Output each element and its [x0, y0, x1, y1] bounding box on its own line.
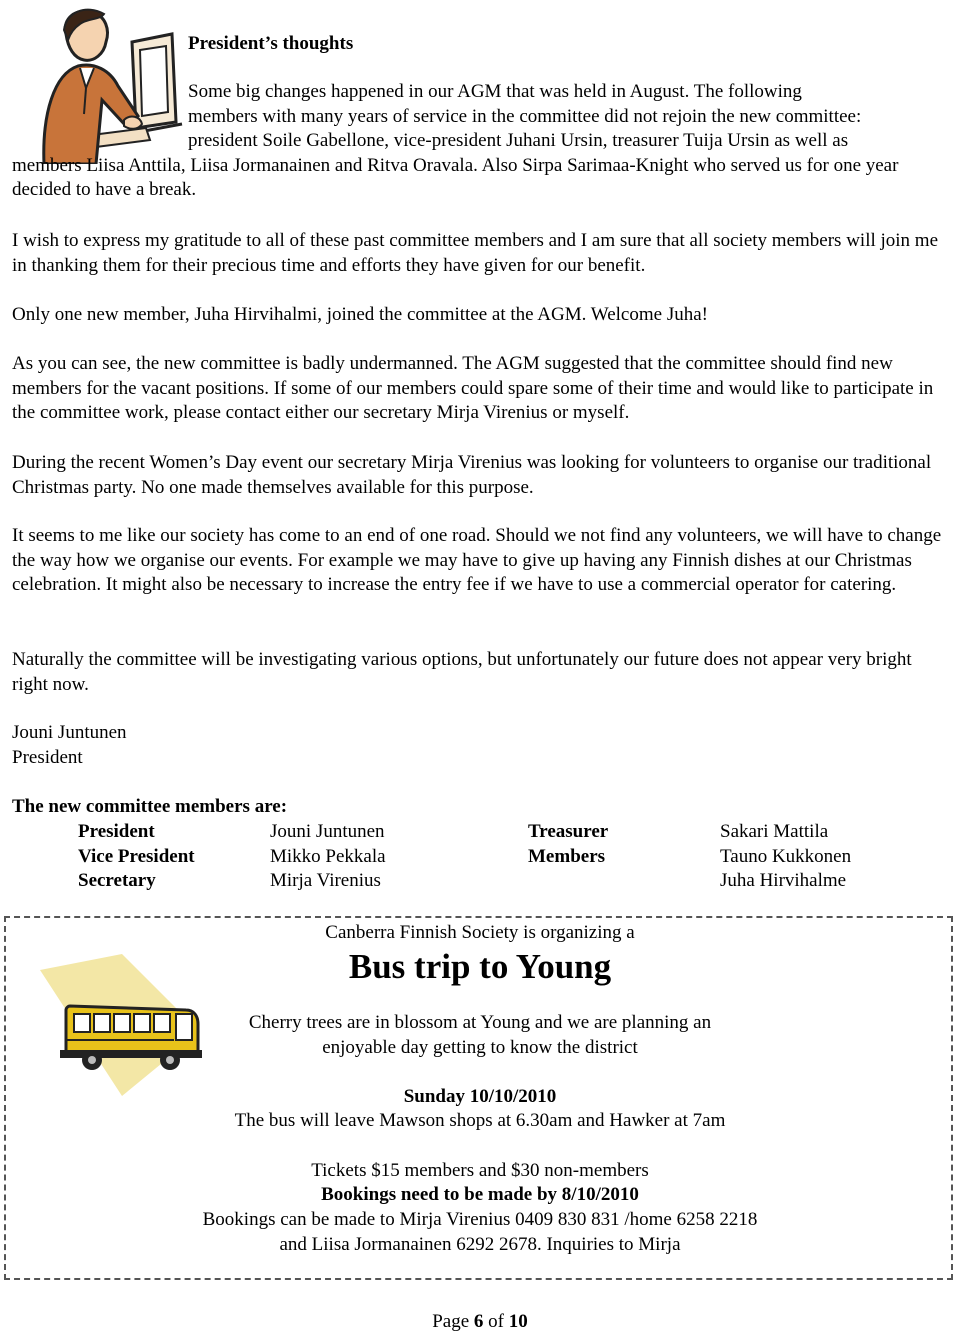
flyer-description-line-1: Cherry trees are in blossom at Young and we are planning an	[248, 1012, 712, 1033]
intro-rest: members Liisa Anttila, Liisa Jormanainen and Ritva Oravala. Also Sirpa Sarimaa-Knight who served us for one year decided to have a break.	[12, 154, 899, 201]
intro-line-2: members with many years of service in the committee did not rejoin the new committee:	[188, 105, 862, 127]
flyer-tickets: Tickets $15 members and $30 non-members	[311, 1160, 649, 1181]
committee-role: Secretary	[78, 870, 156, 892]
flyer-headline: Bus trip to Young	[348, 947, 612, 986]
intro-paragraph	[12, 80, 952, 203]
page-word: Page	[432, 1311, 470, 1332]
outlook-paragraph: Naturally the committee will be investigating various options, but unfortunately our future does not appear very bright right now.	[12, 649, 912, 695]
gratitude-paragraph: I wish to express my gratitude to all of these past committee members and I am sure that all society members will join me in thanking them for their precious time and efforts they have given for our benefit.	[12, 230, 939, 276]
flyer-intro: Canberra Finnish Society is organizing a	[325, 922, 635, 943]
committee-role: Members	[528, 845, 606, 867]
total-pages: 10	[508, 1311, 528, 1332]
committee-name: Mikko Pekkala	[270, 845, 386, 867]
committee-role: President	[78, 821, 155, 842]
flyer-deadline: Bookings need to be made by 8/10/2010	[321, 1184, 639, 1205]
committee-row	[78, 869, 938, 894]
committee-heading: The new committee members are:	[12, 796, 288, 817]
flyer-contact	[100, 1208, 860, 1257]
intro-line-1: Some big changes happened in our AGM that was held in August. The following	[188, 81, 802, 102]
flyer-contact-line-2: and Liisa Jormanainen 6292 2678. Inquiries to Mirja	[279, 1233, 681, 1255]
flyer-description	[160, 1011, 800, 1060]
flyer-contact-line-1: Bookings can be made to Mirja Virenius 0409 830 831 /home 6258 2218	[202, 1209, 758, 1230]
committee-name: Tauno Kukkonen	[720, 845, 852, 867]
undermanned-paragraph: As you can see, the new committee is badly undermanned. The AGM suggested that the committee should find new members for the vacant positions. If some of our members could spare some of their time and would like to participate in the committee work, please contact either our secretary Mirja Virenius or myself.	[12, 353, 934, 424]
current-page: 6	[473, 1311, 484, 1332]
flyer-date: Sunday 10/10/2010	[403, 1086, 557, 1107]
christmas-volunteers-paragraph: During the recent Women’s Day event our secretary Mirja Virenius was looking for volunteers to organise our traditional Christmas party. No one made themselves available for this purpose.	[12, 452, 932, 498]
committee-role: Vice President	[78, 845, 195, 867]
signature-name: Jouni Juntunen	[12, 722, 127, 743]
flyer-description-line-2: enjoyable day getting to know the district	[322, 1036, 638, 1058]
committee-name: Juha Hirvihalme	[720, 870, 847, 892]
committee-row	[78, 845, 938, 870]
page-number	[380, 1310, 580, 1335]
committee-name: Sakari Mattila	[720, 821, 829, 842]
flyer-departure: The bus will leave Mawson shops at 6.30am and Hawker at 7am	[234, 1110, 726, 1131]
committee-table	[78, 820, 938, 894]
page-title: President’s thoughts	[188, 33, 354, 54]
committee-row	[78, 820, 938, 845]
committee-name: Mirja Virenius	[270, 870, 381, 892]
committee-name: Jouni Juntunen	[270, 821, 385, 842]
committee-role: Treasurer	[528, 821, 609, 842]
signature	[12, 721, 127, 770]
signature-role: President	[12, 746, 83, 768]
of-word: of	[488, 1311, 504, 1332]
intro-line-3: president Soile Gabellone, vice-president Juhani Ursin, treasurer Tuija Ursin as well as	[188, 130, 849, 152]
end-of-road-paragraph: It seems to me like our society has come to an end of one road. Should we not find any volunteers, we will have to change the way how we organise our events. For example we may have to give up having any Finnish dishes at our Christmas celebration. It might also be necessary to increase the entry fee if we have to use a commercial operator for catering.	[12, 525, 942, 596]
new-member-paragraph: Only one new member, Juha Hirvihalmi, joined the committee at the AGM. Welcome Juha!	[12, 304, 708, 325]
